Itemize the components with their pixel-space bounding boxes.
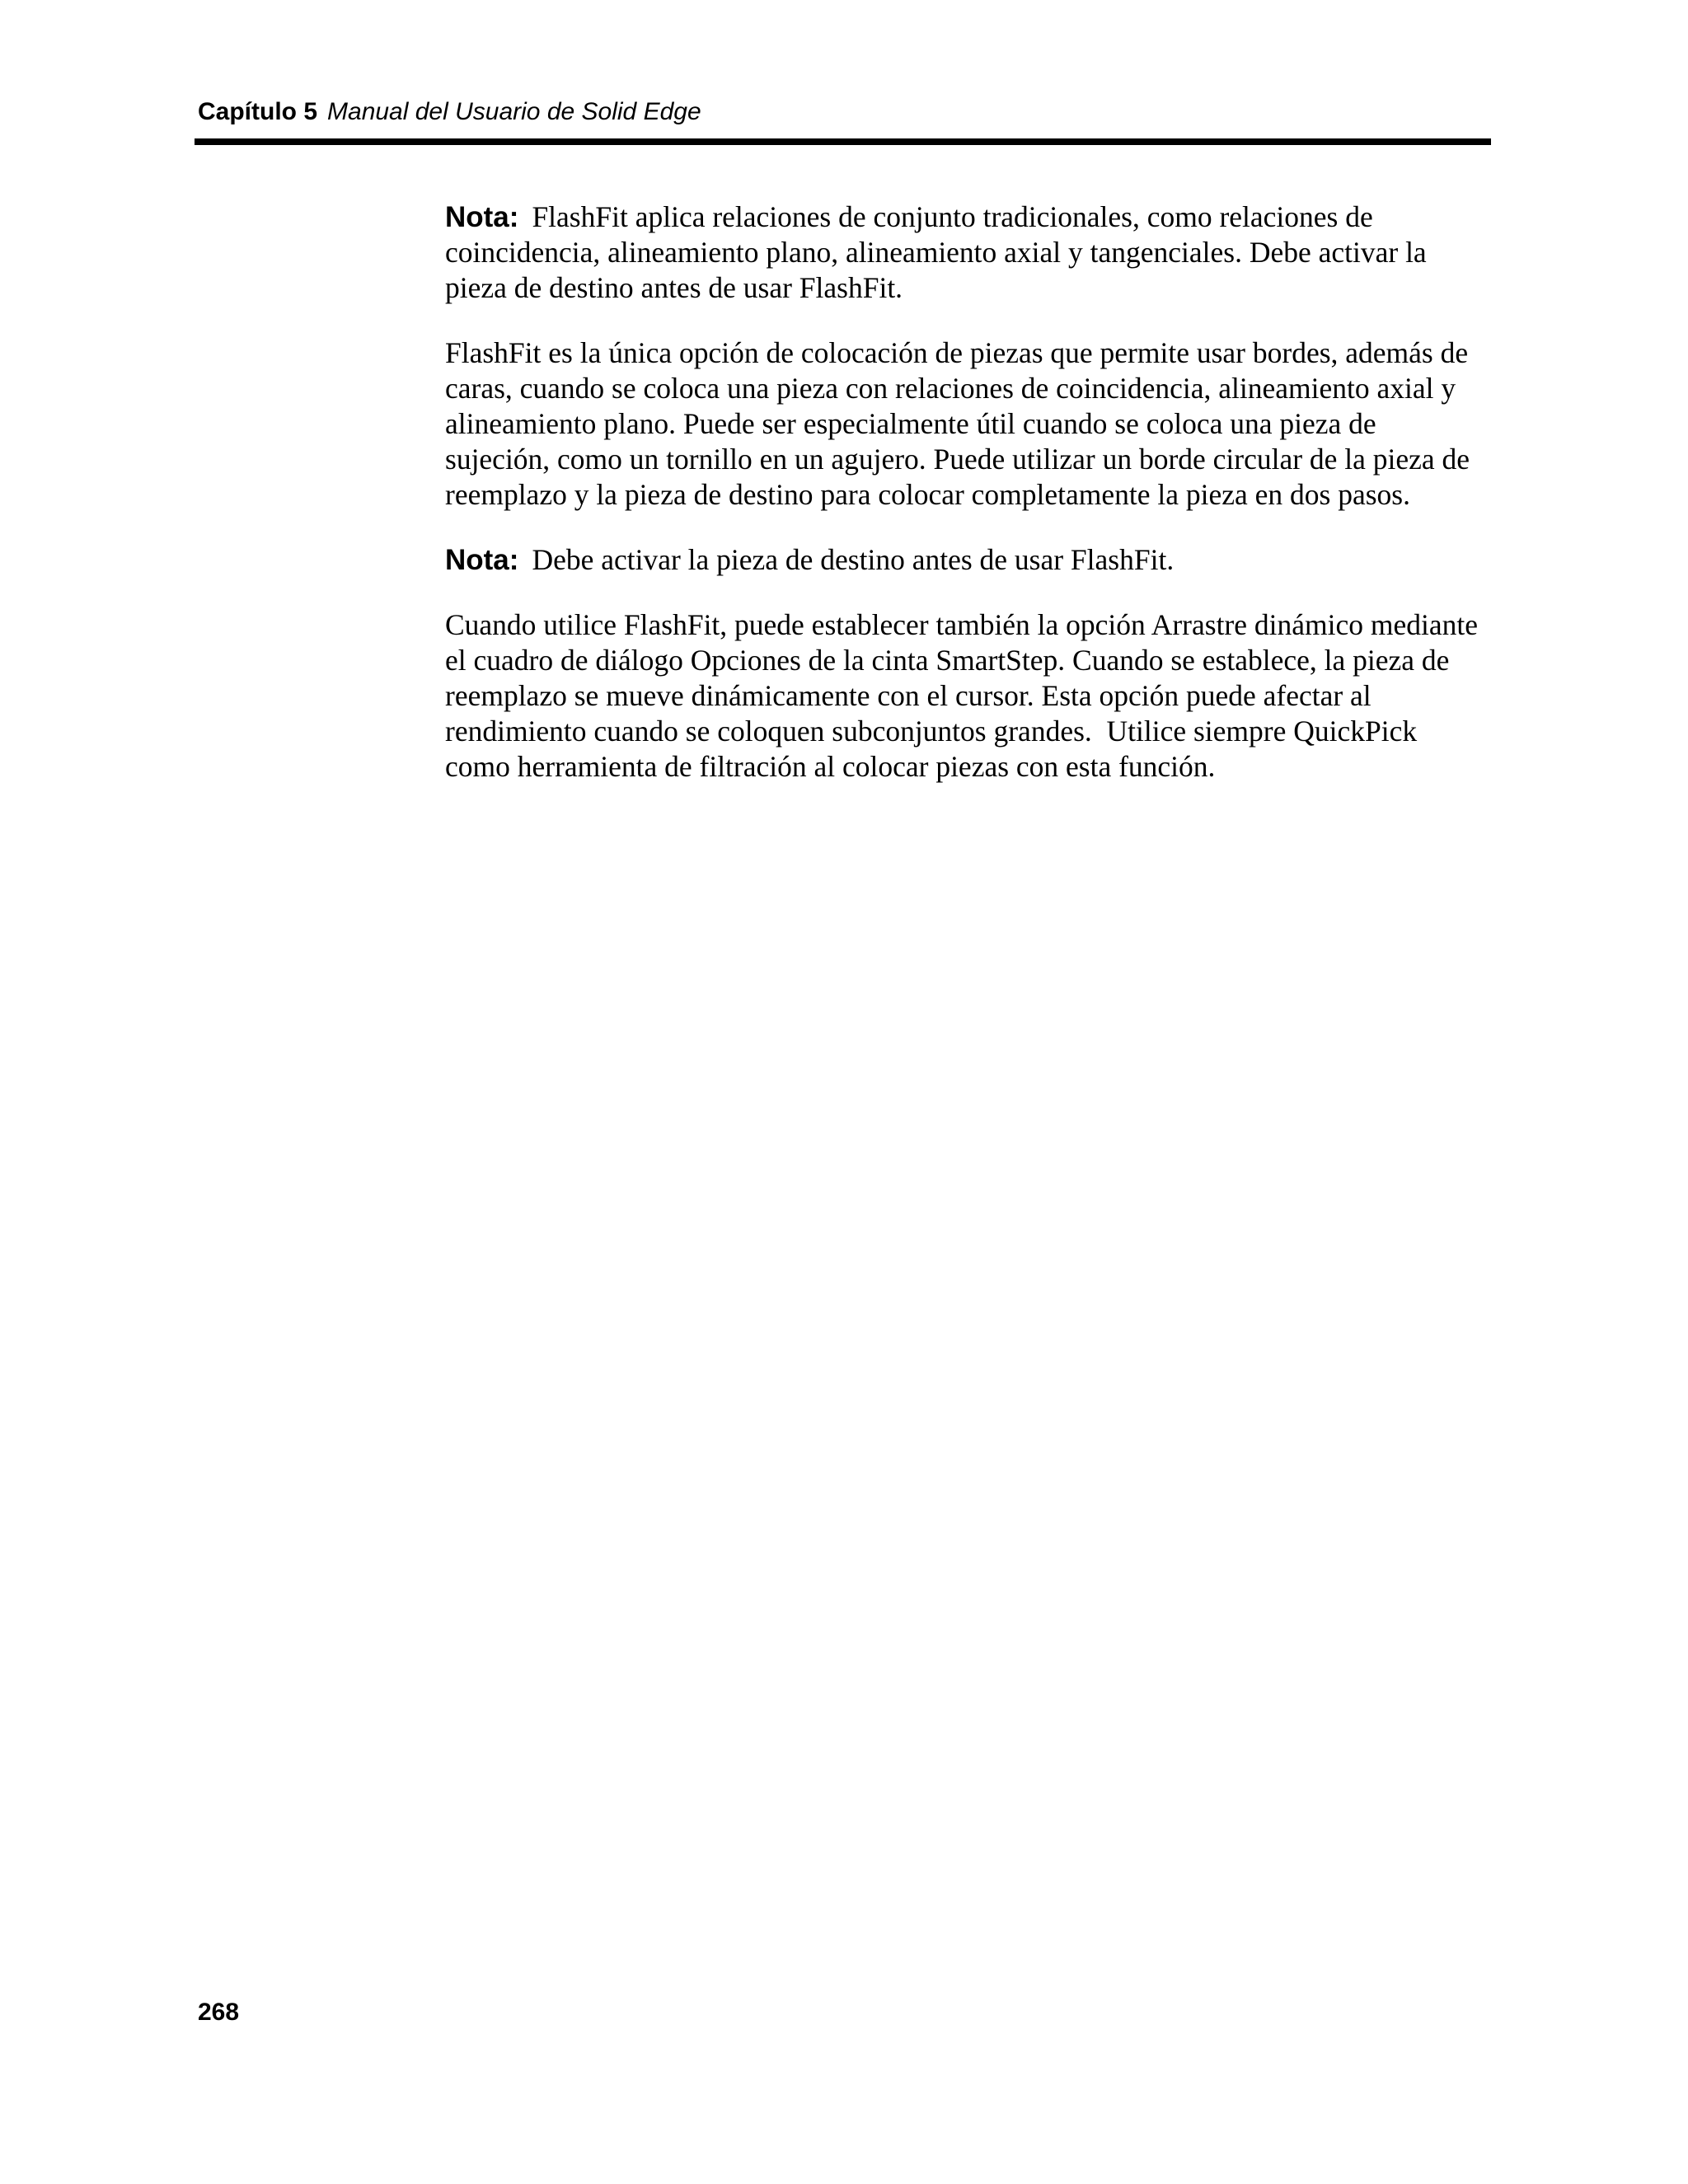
page-number: 268 [198, 1999, 240, 2026]
running-header [198, 97, 701, 127]
header-rule [195, 138, 1491, 145]
book-title: Manual del Usuario de Solid Edge [327, 98, 701, 125]
body-paragraph: FlashFit es la única opción de colocación de piezas que permite usar bordes, además de caras, cuando se coloca una pieza con relaciones de coincidencia, alineamiento axial y alineamiento plano. Puede ser especialmente útil cuando se coloca una pieza de sujeción, como un tornillo en un agujero. Puede utilizar un borde circular de la pieza de reemplazo y la pieza de destino para colocar completamente la pieza en dos pasos. [445, 336, 1470, 511]
chapter-label: Capítulo 5 [198, 98, 318, 125]
body-paragraph: Cuando utilice FlashFit, puede establecer también la opción Arrastre dinámico mediante el cuadro de diálogo Opciones de la cinta SmartStep. Cuando se establece, la pieza de reemplazo se mueve dinámicamente con el cursor. Esta opción puede afectar al rendimiento cuando se coloquen subconjuntos grandes. Utilice siempre QuickPick como herramienta de filtración al colocar piezas con esta función. [445, 608, 1485, 783]
note-paragraph [445, 542, 1485, 578]
note-text: FlashFit aplica relaciones de conjunto tradicionales, como relaciones de coincidencia, alineamiento plano, alineamiento axial y tangenciales. Debe activar la pieza de destino antes de usar FlashFit. [445, 200, 1427, 304]
note-label: Nota: [445, 201, 519, 233]
note-label: Nota: [445, 544, 519, 576]
note-text: Debe activar la pieza de destino antes de usar FlashFit. [532, 543, 1175, 576]
body-column [445, 199, 1485, 814]
note-paragraph [445, 199, 1485, 306]
